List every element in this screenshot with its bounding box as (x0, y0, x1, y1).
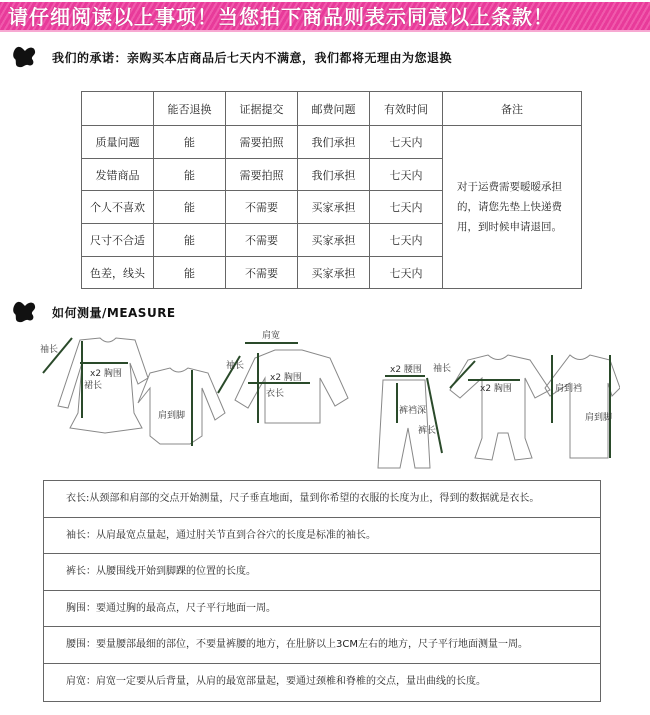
label-rise: 裤裆深 (399, 406, 427, 416)
splat-icon (12, 300, 38, 324)
cell: 买家承担 (298, 191, 370, 224)
cell: 需要拍照 (226, 126, 298, 159)
table-row (82, 126, 582, 159)
row-label: 色差，线头 (82, 256, 154, 289)
label-sleeve: 袖长 (226, 361, 245, 371)
label-shoulder-to-foot: 肩到脚 (158, 411, 186, 421)
header-cell: 能否退换 (154, 92, 226, 126)
label-chest: x2 胸围 (480, 384, 512, 394)
cell: 七天内 (370, 191, 443, 224)
measurement-definitions (43, 480, 601, 702)
definition-length: 衣长:从颈部和肩部的交点开始测量，尺子垂直地面，量到你希望的衣服的长度为止，得到的数据就是衣长。 (44, 481, 600, 518)
cell: 不需要 (226, 224, 298, 257)
cell: 能 (154, 126, 226, 159)
header-cell (82, 92, 154, 126)
label-shoulder-to-foot: 肩到脚 (585, 413, 613, 423)
label-length: 衣长 (266, 389, 285, 399)
header-cell: 备注 (443, 92, 582, 126)
row-label: 个人不喜欢 (82, 191, 154, 224)
measure-header (12, 300, 176, 324)
splat-icon (12, 45, 38, 69)
row-label: 质量问题 (82, 126, 154, 159)
label-chest: x2 胸围 (90, 369, 122, 379)
row-label: 尺寸不合适 (82, 224, 154, 257)
cell: 七天内 (370, 126, 443, 159)
cell: 能 (154, 191, 226, 224)
notice-banner: 请仔细阅读以上事项！当您拍下商品则表示同意以上条款！ (0, 2, 650, 32)
label-skirt: 裙长 (84, 381, 103, 391)
definition-pants: 裤长：从腰围线开始到脚踝的位置的长度。 (44, 554, 600, 591)
label-sleeve: 袖长 (40, 345, 59, 355)
cell: 不需要 (226, 191, 298, 224)
note-cell: 对于运费需要暧暧承担的，请您先垫上快递费用，到时候申请退回。 (443, 126, 582, 289)
cell: 我们承担 (298, 158, 370, 191)
cell: 不需要 (226, 256, 298, 289)
table-header-row (82, 92, 582, 126)
header-cell: 有效时间 (370, 92, 443, 126)
return-policy-table (81, 91, 582, 289)
label-shoulder-to-crotch: 肩到裆 (555, 384, 583, 394)
definition-waist: 腰围：要量腰部最细的部位，不要量裤腰的地方，在肚脐以上3CM左右的地方，尺子平行地面测量一周。 (44, 627, 600, 664)
cell: 买家承担 (298, 224, 370, 257)
cell: 七天内 (370, 158, 443, 191)
measurement-diagrams (30, 328, 620, 473)
label-shoulder: 肩宽 (262, 331, 281, 341)
promise-title: 我们的承诺：亲购买本店商品后七天内不满意，我们都将无理由为您退换 (52, 50, 453, 65)
promise-header (12, 45, 452, 69)
cell: 七天内 (370, 224, 443, 257)
label-pants-length: 裤长 (418, 426, 437, 436)
definition-sleeve: 袖长：从肩最宽点量起，通过肘关节直到合谷穴的长度是标准的袖长。 (44, 518, 600, 555)
header-cell: 邮费问题 (298, 92, 370, 126)
label-sleeve: 袖长 (433, 364, 452, 374)
definition-shoulder: 肩宽：肩宽一定要从后背量，从肩的最宽部量起，要通过颈椎和脊椎的交点，量出曲线的长度。 (66, 675, 486, 687)
row-label: 发错商品 (82, 158, 154, 191)
label-waist: x2 腰围 (390, 365, 422, 375)
label-chest: x2 胸围 (270, 373, 302, 383)
cell: 七天内 (370, 256, 443, 289)
header-cell: 证据提交 (226, 92, 298, 126)
cell: 能 (154, 158, 226, 191)
cell: 需要拍照 (226, 158, 298, 191)
cell: 能 (154, 256, 226, 289)
cell: 买家承担 (298, 256, 370, 289)
measure-title: 如何测量/MEASURE (52, 305, 176, 320)
cell: 我们承担 (298, 126, 370, 159)
cell: 能 (154, 224, 226, 257)
definition-chest: 胸围：要通过胸的最高点，尺子平行地面一周。 (44, 591, 600, 628)
